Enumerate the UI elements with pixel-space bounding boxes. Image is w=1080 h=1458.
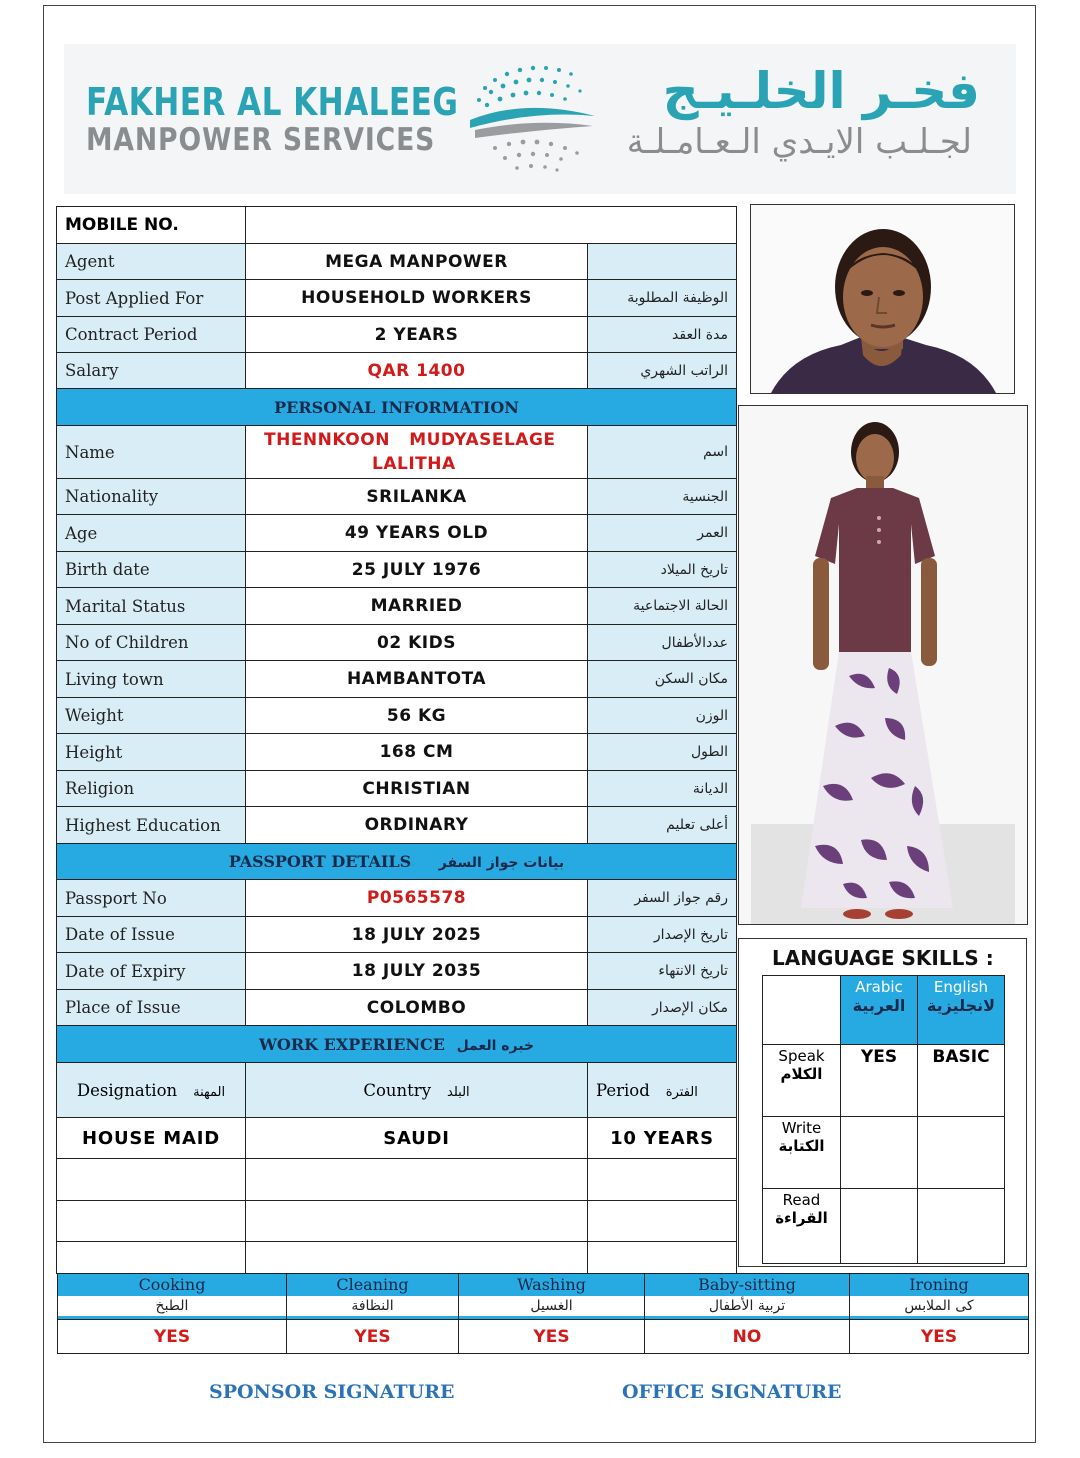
office-signature-label: OFFICE SIGNATURE	[622, 1381, 842, 1403]
read-label-en: Read	[782, 1191, 821, 1209]
salary-label: Salary	[57, 353, 246, 389]
skill-washing-ar: الغسيل	[459, 1296, 644, 1316]
skill-washing-header	[459, 1274, 645, 1320]
mobile-value	[246, 207, 737, 244]
designation-header-en: Designation	[76, 1080, 178, 1100]
skill-babysitting-en: Baby-sitting	[698, 1275, 796, 1294]
country-header-en: Country	[363, 1080, 432, 1100]
skill-washing-en: Washing	[517, 1275, 586, 1294]
write-english-value	[918, 1117, 1005, 1189]
work-empty-cell	[246, 1159, 588, 1201]
skill-babysitting-value: NO	[645, 1320, 850, 1354]
read-row-label	[763, 1189, 841, 1264]
designation-header	[57, 1063, 246, 1118]
designation-header-ar: المهنة	[193, 1084, 226, 1100]
company-subtitle-en: MANPOWER SERVICES	[86, 122, 436, 158]
children-value: 02 KIDS	[246, 625, 588, 661]
weight-label-ar: الوزن	[588, 698, 737, 734]
english-column-en: English	[933, 978, 989, 996]
height-value: 168 CM	[246, 734, 588, 771]
period-header-en: Period	[596, 1080, 650, 1100]
marital-status-value: MARRIED	[246, 588, 588, 625]
work-experience-title: WORK EXPERIENCE	[258, 1034, 445, 1054]
skill-cleaning-value: YES	[287, 1320, 459, 1354]
language-corner-cell	[763, 976, 841, 1045]
speak-english-value: BASIC	[918, 1045, 1005, 1117]
applicant-details-table	[56, 206, 737, 1274]
write-label-ar: الكتابة	[778, 1137, 825, 1155]
passport-details-title: PASSPORT DETAILS	[228, 852, 412, 871]
work-experience-header	[57, 1026, 737, 1063]
expiry-date-label-ar: تاريخ الانتهاء	[588, 953, 737, 990]
language-skills-title: LANGUAGE SKILLS :	[772, 946, 994, 970]
work-empty-cell	[246, 1201, 588, 1242]
age-value: 49 YEARS OLD	[246, 515, 588, 552]
name-label-ar: اسم	[588, 426, 737, 479]
skill-washing-value: YES	[459, 1320, 645, 1354]
name-label: Name	[57, 426, 246, 479]
education-value: ORDINARY	[246, 807, 588, 844]
nationality-label: Nationality	[57, 479, 246, 515]
passport-no-value: P0565578	[246, 880, 588, 917]
name-value	[246, 426, 588, 479]
personal-info-header: PERSONAL INFORMATION	[57, 389, 737, 426]
mobile-label: MOBILE NO.	[57, 207, 246, 244]
education-label-ar: أعلى تعليم	[588, 807, 737, 844]
skill-cooking-value: YES	[58, 1320, 287, 1354]
age-label: Age	[57, 515, 246, 552]
passport-details-title-ar: بيانات جواز السفر	[438, 855, 565, 871]
company-name-ar: فخـر الخلـيـج	[662, 62, 980, 120]
expiry-date-label: Date of Expiry	[57, 953, 246, 990]
salary-value: QAR 1400	[246, 353, 588, 389]
issue-date-label: Date of Issue	[57, 917, 246, 953]
full-body-photo	[739, 406, 1027, 924]
name-line-1: THENNKOON MUDYASELAGE	[264, 430, 556, 450]
contract-period-label-ar: مدة العقد	[588, 317, 737, 353]
skill-babysitting-header	[645, 1274, 850, 1320]
write-row-label	[763, 1117, 841, 1189]
speak-row-label	[763, 1045, 841, 1117]
expiry-date-value: 18 JULY 2035	[246, 953, 588, 990]
post-applied-label: Post Applied For	[57, 280, 246, 317]
skill-cooking-header	[58, 1274, 287, 1320]
living-town-label-ar: مكان السكن	[588, 661, 737, 698]
read-arabic-value	[841, 1189, 918, 1264]
birth-date-value: 25 JULY 1976	[246, 552, 588, 588]
english-column-ar: لانجليزية	[926, 996, 996, 1015]
headshot-photo-frame	[750, 204, 1015, 394]
contract-period-value: 2 YEARS	[246, 317, 588, 353]
period-header	[588, 1063, 737, 1118]
country-header	[246, 1063, 588, 1118]
work-period-value: 10 YEARS	[588, 1118, 737, 1159]
birth-date-label: Birth date	[57, 552, 246, 588]
work-empty-cell	[588, 1201, 737, 1242]
skill-cleaning-en: Cleaning	[336, 1275, 409, 1294]
place-of-issue-value: COLOMBO	[246, 990, 588, 1026]
arabic-column-ar: العربية	[852, 996, 906, 1015]
arabic-column-en: Arabic	[855, 978, 903, 996]
skill-ironing-header	[850, 1274, 1029, 1320]
issue-date-value: 18 JULY 2025	[246, 917, 588, 953]
education-label: Highest Education	[57, 807, 246, 844]
company-subtitle-ar: لجـلـب الايـدي الـعـامـلـة	[626, 122, 972, 162]
read-english-value	[918, 1189, 1005, 1264]
weight-label: Weight	[57, 698, 246, 734]
work-empty-cell	[588, 1242, 737, 1274]
work-designation-value: HOUSE MAID	[57, 1118, 246, 1159]
skill-cleaning-header	[287, 1274, 459, 1320]
work-experience-title-ar: خبره العمل	[456, 1037, 535, 1054]
height-label-ar: الطول	[588, 734, 737, 771]
contract-period-label: Contract Period	[57, 317, 246, 353]
write-arabic-value	[841, 1117, 918, 1189]
skill-cooking-ar: الطبخ	[58, 1296, 286, 1316]
company-logo-icon	[465, 58, 600, 178]
skill-ironing-en: Ironing	[909, 1275, 969, 1294]
skill-babysitting-ar: تربية الأطفال	[645, 1296, 849, 1316]
height-label: Height	[57, 734, 246, 771]
read-label-ar: القراءة	[775, 1209, 828, 1227]
weight-value: 56 KG	[246, 698, 588, 734]
age-label-ar: العمر	[588, 515, 737, 552]
place-of-issue-label: Place of Issue	[57, 990, 246, 1026]
living-town-label: Living town	[57, 661, 246, 698]
agent-value: MEGA MANPOWER	[246, 244, 588, 280]
skill-ironing-value: YES	[850, 1320, 1029, 1354]
nationality-value: SRILANKA	[246, 479, 588, 515]
full-body-photo-frame	[738, 405, 1028, 925]
children-label-ar: عددالأطفال	[588, 625, 737, 661]
write-label-en: Write	[781, 1119, 822, 1137]
living-town-value: HAMBANTOTA	[246, 661, 588, 698]
marital-status-label-ar: الحالة الاجتماعية	[588, 588, 737, 625]
period-header-ar: الفترة	[665, 1084, 698, 1100]
language-skills-table	[762, 975, 1005, 1264]
place-of-issue-label-ar: مكان الإصدار	[588, 990, 737, 1026]
english-column-header	[918, 976, 1005, 1045]
skill-cooking-en: Cooking	[138, 1275, 206, 1294]
passport-no-label-ar: رقم جواز السفر	[588, 880, 737, 917]
religion-label: Religion	[57, 771, 246, 807]
household-skills-table	[57, 1273, 1029, 1354]
post-applied-value: HOUSEHOLD WORKERS	[246, 280, 588, 317]
passport-no-label: Passport No	[57, 880, 246, 917]
children-label: No of Children	[57, 625, 246, 661]
name-line-2: LALITHA	[372, 454, 456, 474]
work-empty-cell	[57, 1242, 246, 1274]
religion-label-ar: الديانة	[588, 771, 737, 807]
headshot-photo	[751, 205, 1014, 393]
arabic-column-header	[841, 976, 918, 1045]
work-empty-cell	[588, 1159, 737, 1201]
work-empty-cell	[246, 1242, 588, 1274]
work-empty-cell	[57, 1159, 246, 1201]
post-applied-label-ar: الوظيفة المطلوبة	[588, 280, 737, 317]
agent-label-ar	[588, 244, 737, 280]
work-empty-cell	[57, 1201, 246, 1242]
speak-label-en: Speak	[778, 1047, 825, 1065]
company-name-en: FAKHER AL KHALEEG	[86, 80, 459, 124]
issue-date-label-ar: تاريخ الإصدار	[588, 917, 737, 953]
skill-cleaning-ar: النظافة	[287, 1296, 458, 1316]
speak-arabic-value: YES	[841, 1045, 918, 1117]
salary-label-ar: الراتب الشهري	[588, 353, 737, 389]
religion-value: CHRISTIAN	[246, 771, 588, 807]
passport-details-header	[57, 844, 737, 880]
birth-date-label-ar: تاريخ الميلاد	[588, 552, 737, 588]
nationality-label-ar: الجنسية	[588, 479, 737, 515]
work-country-value: SAUDI	[246, 1118, 588, 1159]
skill-ironing-ar: كى الملابس	[850, 1296, 1028, 1316]
agent-label: Agent	[57, 244, 246, 280]
country-header-ar: البلد	[447, 1084, 470, 1100]
sponsor-signature-label: SPONSOR SIGNATURE	[209, 1381, 455, 1403]
speak-label-ar: الكلام	[780, 1065, 823, 1083]
marital-status-label: Marital Status	[57, 588, 246, 625]
